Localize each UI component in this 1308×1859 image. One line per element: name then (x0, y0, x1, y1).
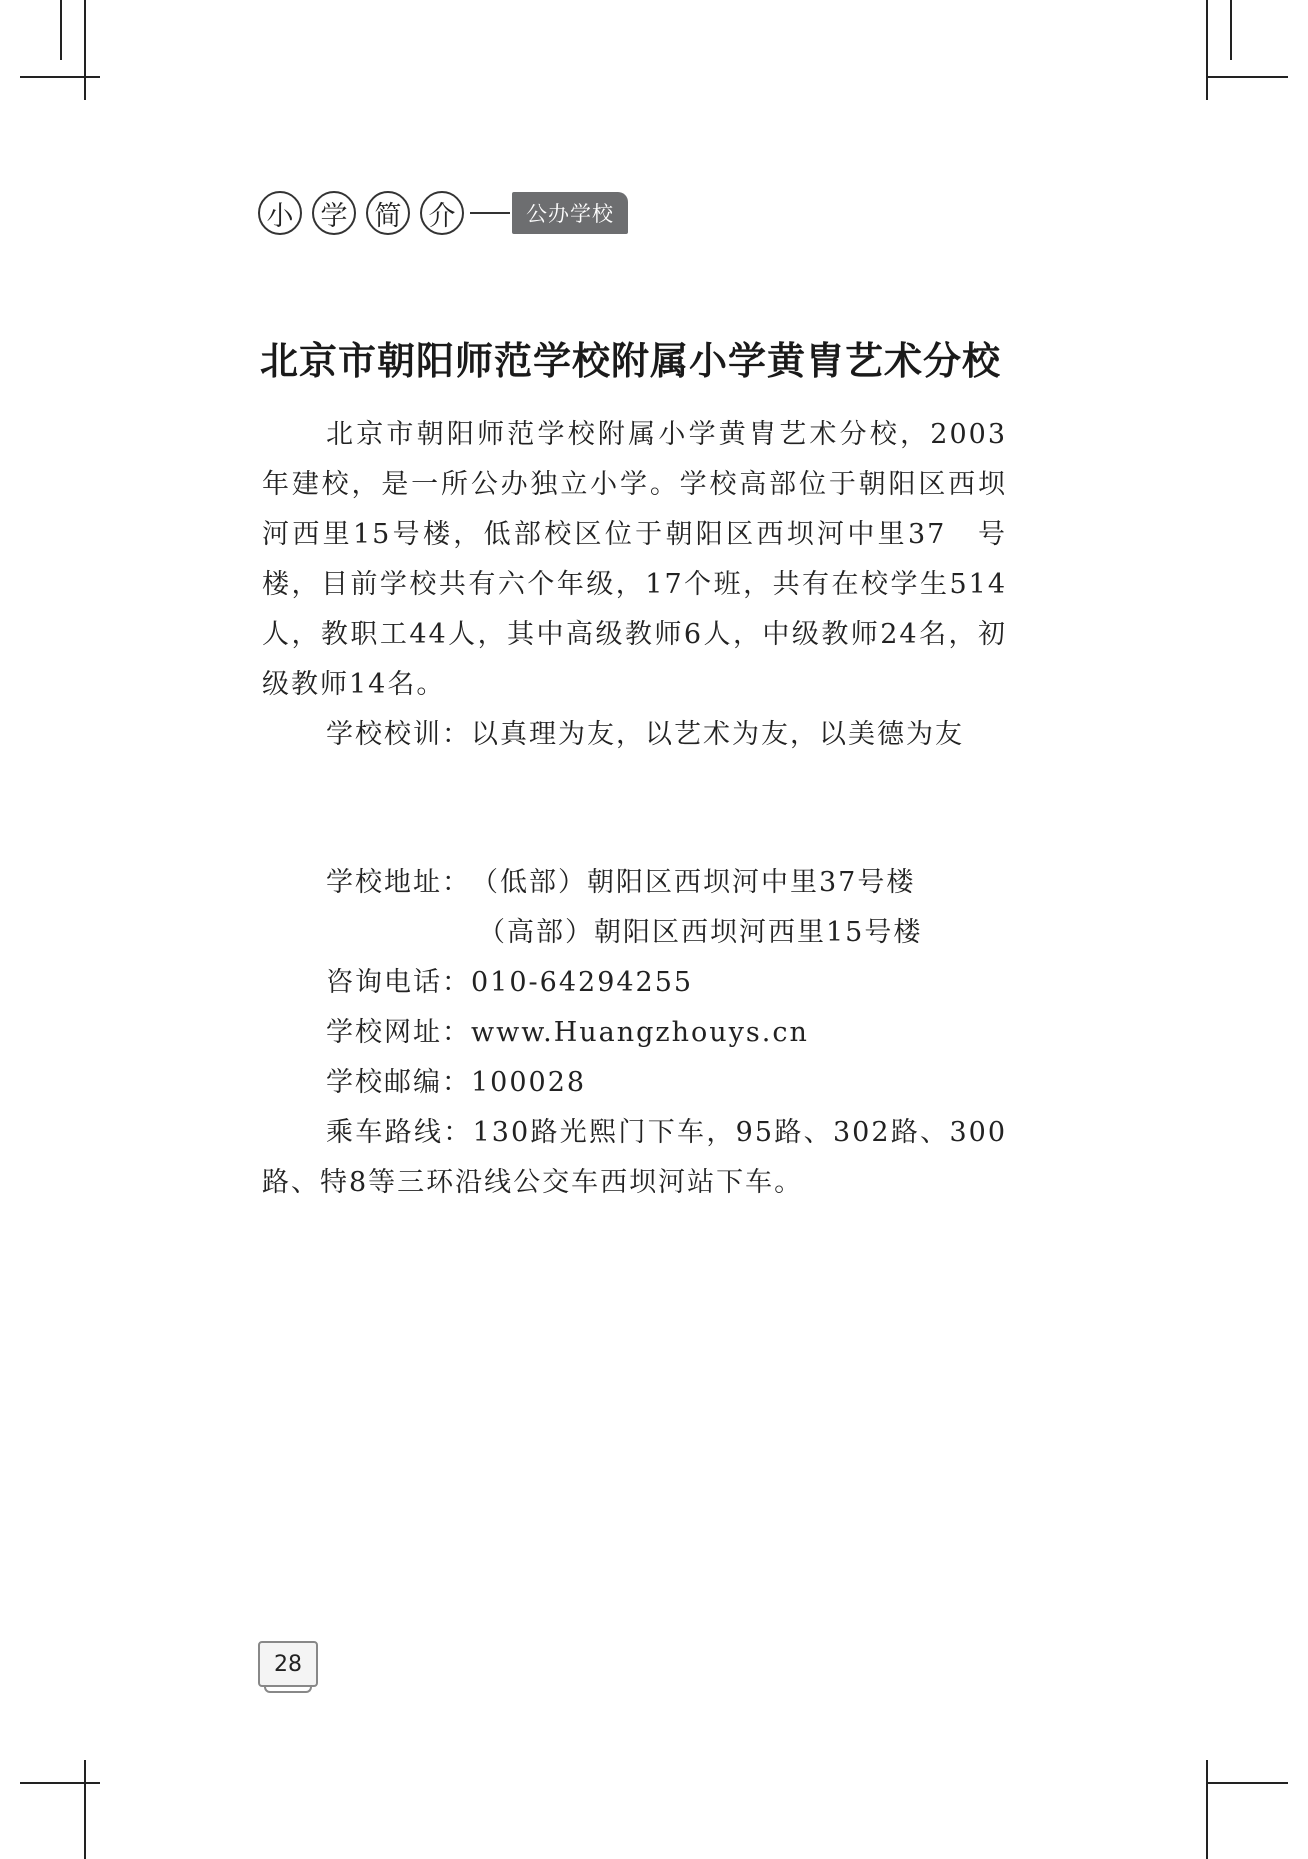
description-paragraph: 北京市朝阳师范学校附属小学黄胄艺术分校，2003年建校，是一所公办独立小学。学校高部位于朝阳区西坝河西里15号楼，低部校区位于朝阳区西坝河中里37 号楼，目前学校共有六个年级，17个班，共有在校学生514人，教职工44人，其中高级教师6人，中级教师24名，初级教师14名。 (262, 419, 1007, 700)
website-value: www.Huangzhouys.cn (471, 1017, 809, 1048)
postcode-label: 学校邮编： (326, 1067, 471, 1098)
header-connector-line (470, 212, 510, 214)
header-circle-char: 学 (312, 191, 356, 235)
crop-mark-top-left-v (84, 0, 86, 100)
crop-mark-top-right-v2 (1230, 0, 1232, 60)
section-header (258, 190, 628, 236)
address-low-value: （低部）朝阳区西坝河中里37号楼 (471, 867, 916, 898)
crop-mark-bottom-right-v (1206, 1760, 1208, 1859)
phone-row (262, 958, 1007, 1008)
address-label: 学校地址： (326, 867, 471, 898)
header-circle-char: 小 (258, 191, 302, 235)
address-row (262, 858, 1007, 908)
crop-mark-top-right-h (1208, 76, 1288, 78)
website-label: 学校网址： (326, 1017, 471, 1048)
crop-mark-top-left-h (20, 76, 100, 78)
motto-paragraph: 学校校训：以真理为友，以艺术为友，以美德为友 (326, 719, 964, 750)
crop-mark-top-left-v2 (60, 0, 62, 60)
crop-mark-bottom-right-h (1208, 1782, 1288, 1784)
website-row (262, 1008, 1007, 1058)
address-high-row (262, 908, 1007, 958)
phone-value: 010-64294255 (471, 967, 694, 998)
header-circle-char: 简 (366, 191, 410, 235)
crop-mark-top-right-v (1206, 0, 1208, 100)
bus-route: 乘车路线：130路光熙门下车，95路、302路、300路、特8等三环沿线公交车西坝河站下车。 (262, 1117, 1007, 1198)
crop-mark-bottom-left-v (84, 1760, 86, 1859)
page-number: 28 (258, 1641, 318, 1687)
header-circle-char: 介 (420, 191, 464, 235)
school-description (262, 410, 1007, 760)
address-high-value: （高部）朝阳区西坝河西里15号楼 (478, 917, 923, 948)
postcode-value: 100028 (471, 1067, 587, 1098)
phone-label: 咨询电话： (326, 967, 471, 998)
school-info (262, 858, 1007, 1208)
school-title: 北京市朝阳师范学校附属小学黄胄艺术分校 (260, 339, 1002, 383)
postcode-row (262, 1058, 1007, 1108)
crop-mark-bottom-left-h (20, 1782, 100, 1784)
header-category-tag: 公办学校 (512, 192, 628, 234)
